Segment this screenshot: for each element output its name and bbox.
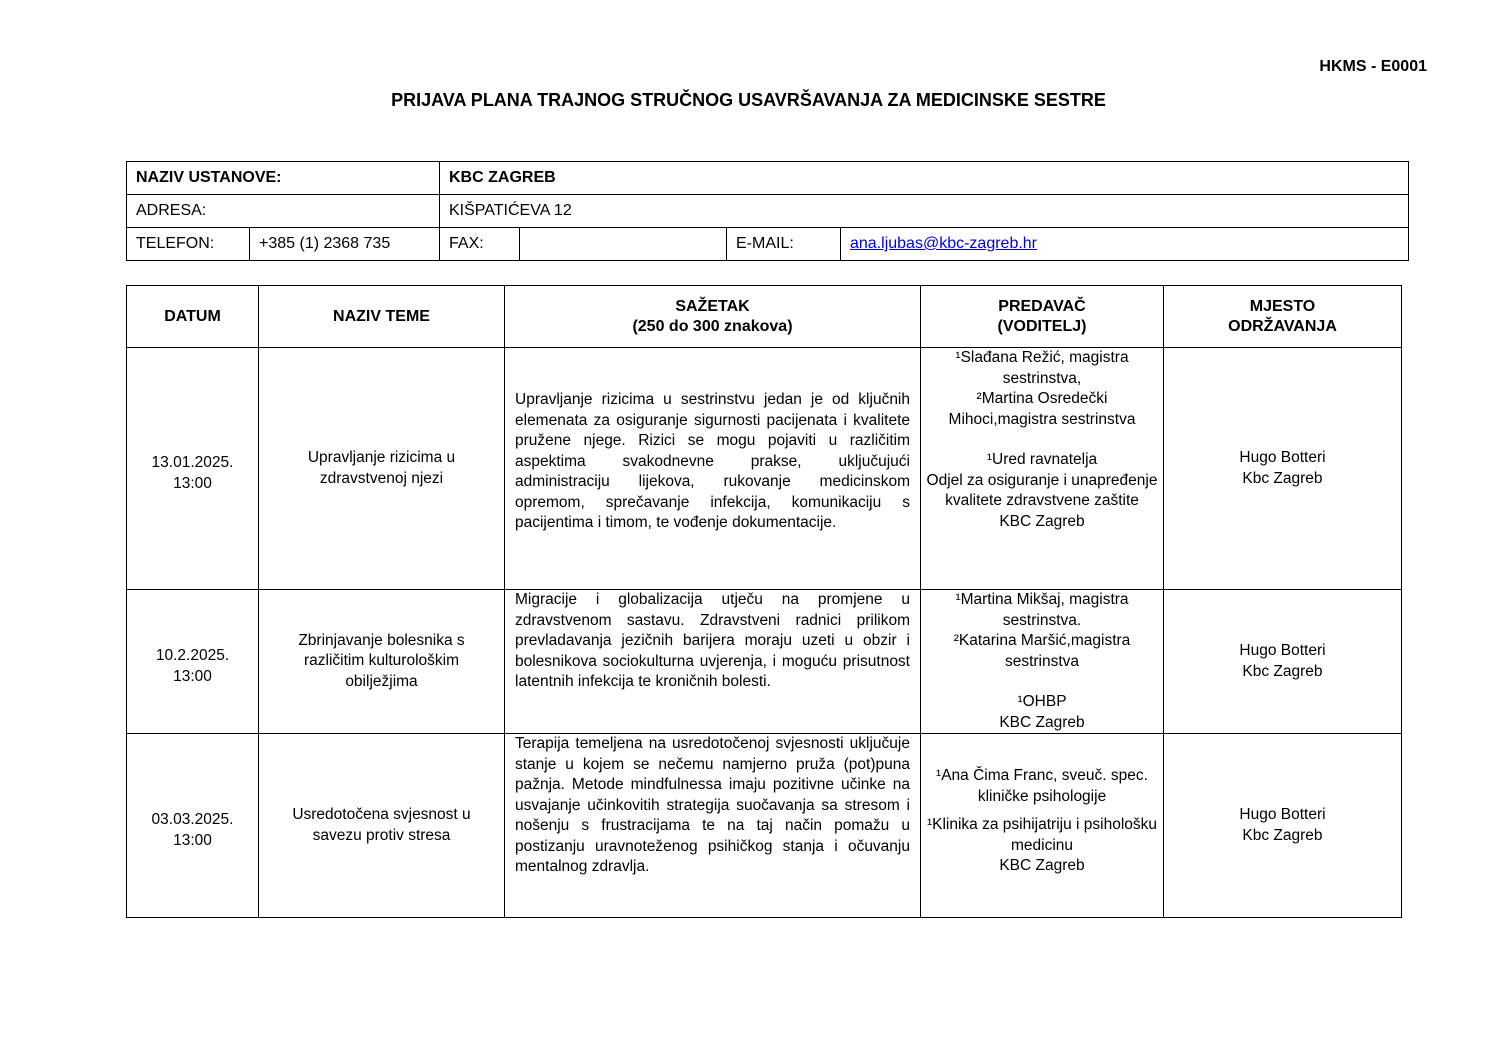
row-topic: Usredotočena svjesnost u savezu protiv stresa [259, 734, 505, 918]
row-date: 03.03.2025. [151, 811, 234, 828]
header-summary-title: SAŽETAK [675, 297, 750, 315]
place-institution: Kbc Zagreb [1242, 662, 1323, 680]
header-lecturer [921, 286, 1164, 348]
address-value: KIŠPATIĆEVA 12 [440, 195, 1409, 228]
row-summary: Terapija temeljena na usredotočenoj svjesnosti uključuje stanje u kojem se nečemu namjerno pruža (pot)puna pažnja. Metode mindfulnessa imaju pozitivne učinke na usvajanje učinkovitih strategija suočavanja sa stresom i nošenju s frustracijama te na taj način pomažu u postizanju uravnoteženog psihičkog stanja i očuvanju mentalnog zdravlja. [505, 734, 921, 918]
row-time: 13:00 [173, 667, 212, 685]
row-summary: Upravljanje rizicima u sestrinstvu jedan je od ključnih elemenata za osiguranje sigurnosti pacijenata i kvalitete pružene njege. Rizici se mogu pojaviti u različitim aspektima svakodnevne prakse, uključujući administraciju lijekova, rukovanje medicinskom opremom, sprečavanje infekcija, komunikaciju s pacijentima i timom, te vođenje dokumentacije. [505, 348, 921, 590]
place-venue: Hugo Botteri [1239, 642, 1326, 659]
place-venue: Hugo Botteri [1239, 806, 1326, 823]
affiliation-2: KBC Zagreb [999, 713, 1085, 731]
header-topic: NAZIV TEME [259, 286, 505, 348]
place-venue: Hugo Botteri [1239, 449, 1326, 466]
header-summary-note: (250 do 300 znakova) [632, 317, 793, 335]
phone-value: +385 (1) 2368 735 [250, 228, 440, 261]
row-place-cell [1164, 348, 1402, 590]
header-date: DATUM [127, 286, 259, 348]
row-time: 13:00 [173, 474, 212, 492]
institution-name-value: KBC ZAGREB [440, 162, 1409, 195]
fax-value [520, 228, 727, 261]
table-header-row [127, 286, 1402, 348]
affiliation-1: ¹Ured ravnatelja [986, 451, 1098, 468]
education-plan-table [126, 285, 1402, 918]
affiliation-2: KBC Zagreb [999, 857, 1085, 874]
document-code: HKMS - E0001 [1319, 58, 1427, 75]
table-row [127, 348, 1402, 590]
email-cell [841, 228, 1409, 261]
header-lecturer-title: PREDAVAČ [998, 297, 1086, 315]
address-label: ADRESA: [127, 195, 440, 228]
affiliation-2: Odjel za osiguranje i unapređenje kvalitete zdravstvene zaštite [926, 471, 1158, 509]
table-row [127, 590, 1402, 734]
row-lecturer-cell [921, 348, 1164, 590]
row-topic: Upravljanje rizicima u zdravstvenoj njezi [259, 348, 505, 590]
institution-info-table [126, 161, 1409, 261]
row-date: 10.2.2025. [155, 647, 230, 664]
email-label: E-MAIL: [727, 228, 841, 261]
phone-label: TELEFON: [127, 228, 250, 261]
email-link[interactable]: ana.ljubas@kbc-zagreb.hr [850, 235, 1038, 252]
place-institution: Kbc Zagreb [1242, 826, 1323, 844]
header-place [1164, 286, 1402, 348]
header-summary [505, 286, 921, 348]
row-topic: Zbrinjavanje bolesnika s različitim kulturološkim obilježjima [259, 590, 505, 734]
header-place-line1: MJESTO [1249, 297, 1316, 315]
table-row [127, 734, 1402, 918]
row-date-cell [127, 348, 259, 590]
institution-name-label: NAZIV USTANOVE: [127, 162, 440, 195]
row-summary: Migracije i globalizacija utječu na promjene u zdravstvenom sastavu. Zdravstveni radnici prilikom prevladavanja jezičnih barijera moraju uzeti u obzir i bolesnikova sociokulturna uvjerenja, i moguću prisutnost latentnih infekcija te kroničnih bolesti. [505, 590, 921, 734]
lecturer-1: ¹Slađana Režić, magistra sestrinstva, [955, 349, 1129, 387]
place-institution: Kbc Zagreb [1242, 469, 1323, 487]
affiliation-1: ¹Klinika za psihijatriju i psihološku medicinu [926, 816, 1158, 854]
affiliation-1: ¹OHBP [1017, 693, 1067, 710]
fax-label: FAX: [440, 228, 520, 261]
document-title: PRIJAVA PLANA TRAJNOG STRUČNOG USAVRŠAVANJA ZA MEDICINSKE SESTRE [391, 90, 1106, 110]
header-lecturer-note: (VODITELJ) [997, 317, 1087, 335]
lecturer-1: ¹Martina Mikšaj, magistra sestrinstva. [955, 591, 1129, 629]
lecturer-2: ²Martina Osredečki Mihoci,magistra sestrinstva [948, 390, 1136, 428]
lecturer-2: ²Katarina Maršić,magistra sestrinstva [953, 632, 1131, 670]
header-place-line2: ODRŽAVANJA [1228, 317, 1337, 335]
affiliation-3: KBC Zagreb [999, 512, 1085, 530]
row-lecturer-cell [921, 590, 1164, 734]
row-date-cell [127, 590, 259, 734]
row-place-cell [1164, 734, 1402, 918]
row-date: 13.01.2025. [151, 454, 234, 471]
row-place-cell [1164, 590, 1402, 734]
row-date-cell [127, 734, 259, 918]
row-time: 13:00 [173, 831, 212, 849]
row-lecturer-cell [921, 734, 1164, 918]
lecturer-1: ¹Ana Čima Franc, sveuč. spec. kliničke psihologije [936, 767, 1148, 805]
